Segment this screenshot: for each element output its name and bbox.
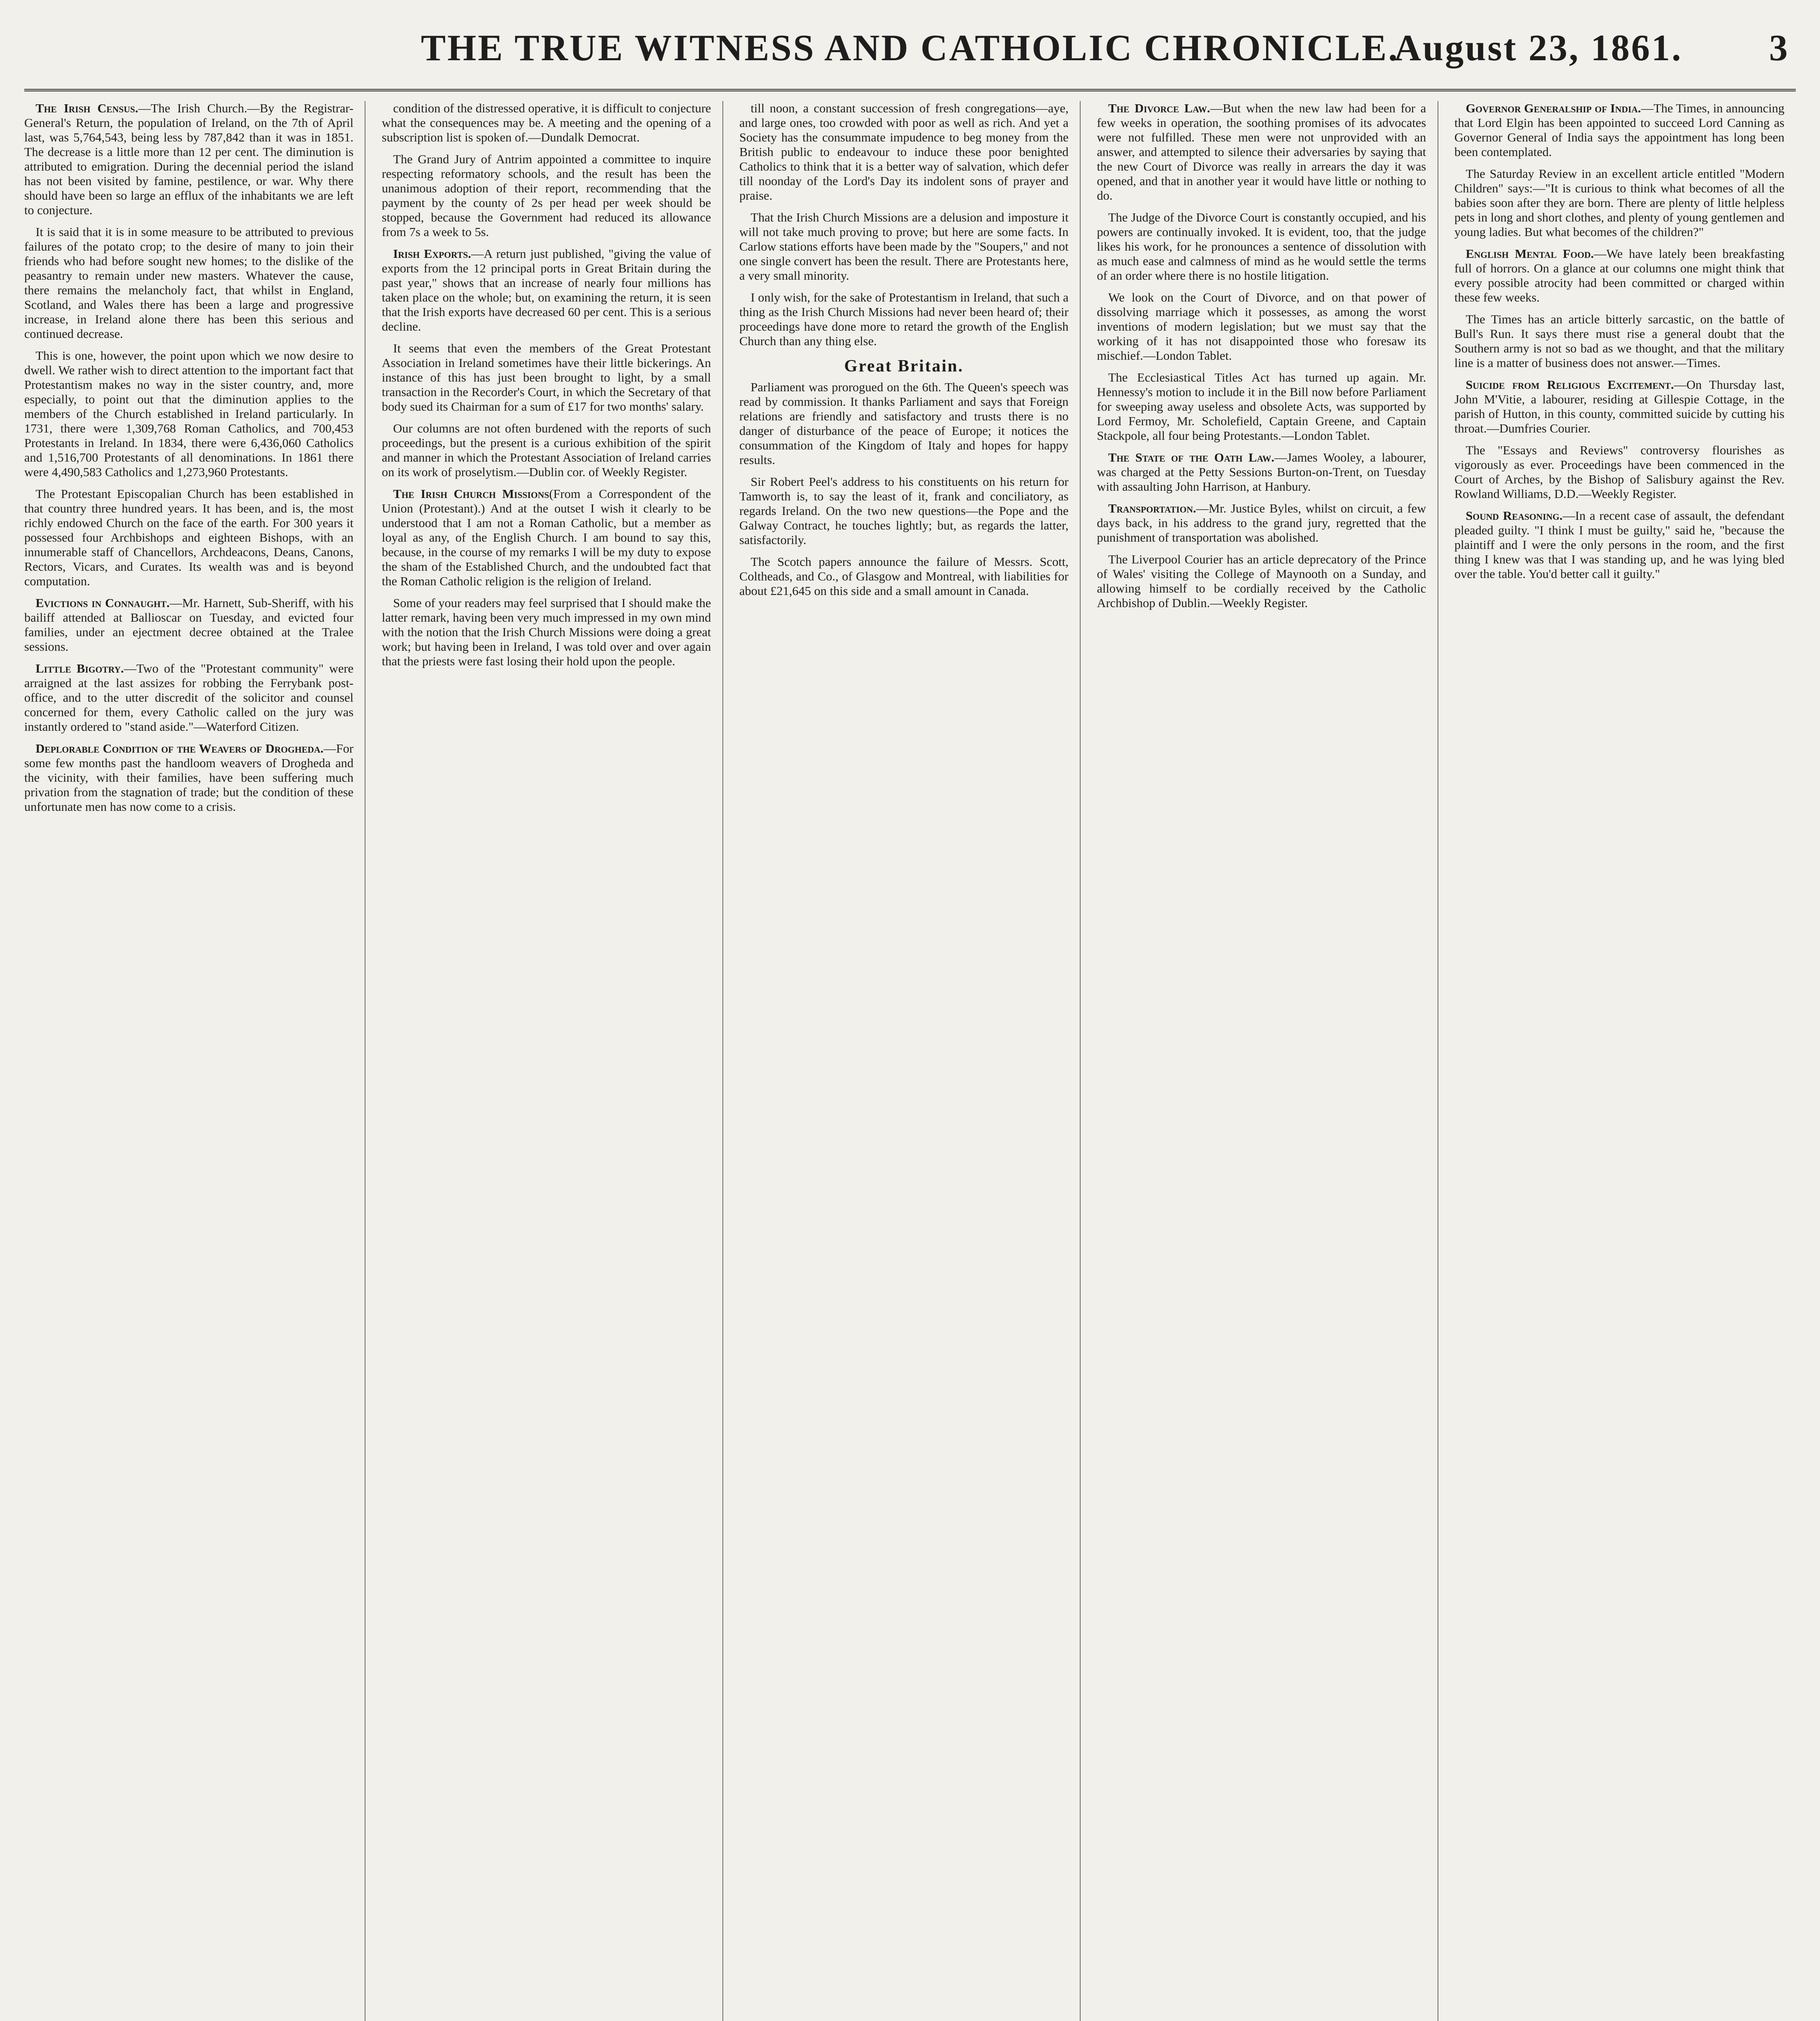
article-text: Our columns are not often burdened with the reports of such proceedings, but the present is a curious exhibition of the spirit and manner in which the Protestant Association of Ireland carries on its work of proselytism.—Dublin cor. of Weekly Register. (382, 421, 711, 479)
article-columns (24, 101, 1796, 2021)
column-4 (1097, 101, 1438, 2021)
article-paragraph (1097, 450, 1426, 494)
article-paragraph (382, 487, 711, 589)
article-text: —In a recent case of assault, the defendant pleaded guilty. "I think I must be guilty," said he, "because the plaintiff and I were the only persons in the room, and the first thing I knew was that I was standing up, and he was lying bled over the table. You'd better call it guilty." (1454, 508, 1785, 581)
article-heading: Transportation. (1108, 501, 1196, 515)
page-number: 3 (1769, 27, 1788, 68)
article-text: I only wish, for the sake of Protestantism in Ireland, that such a thing as the Irish Church Missions had never been heard of; their proceedings have done more to retard the growth of the English Church than any thing else. (739, 290, 1069, 348)
article-paragraph (739, 555, 1068, 598)
article-heading: Irish Exports. (393, 247, 471, 261)
article-text: (From a Correspondent of the Union (Protestant).) And at the outset I wish it clearly to be understood that I am not a Roman Catholic, but a member as loyal as any, of the English Church. I am bound to say this, because, in the course of my remarks I will be my duty to expose the sham of the Established Church, and the undoubted fact that the Roman Catholic religion is the religion of Ireland. (382, 487, 711, 588)
section-heading: Great Britain. (844, 357, 964, 376)
article-text: —Mr. Harnett, Sub-Sheriff, with his bailiff attended at Ballioscar on Tuesday, and evicted four families, under an ejectment decree obtained at the Tralee sessions. (24, 596, 354, 654)
article-text: The Judge of the Divorce Court is constantly occupied, and his powers are continually invoked. It is evident, too, that the judge likes his work, for he pronounces a sentence of dissolution with as much ease and calmness of mind as he would settle the terms of an order where there is no hostile litigation. (1097, 210, 1426, 283)
masthead (24, 16, 1796, 91)
article-paragraph (739, 475, 1068, 547)
article-text: The Ecclesiastical Titles Act has turned up again. Mr. Hennessy's motion to include it in the Bill now before Parliament for sweeping away useless and obsolete Acts, was supported by Lord Fermoy, Mr. Scholefield, Captain Greene, and Captain Stackpole, all four being Protestants.—London Tablet. (1097, 370, 1426, 443)
article-text: The Times has an article bitterly sarcastic, on the battle of Bull's Run. It says there must rise a general doubt that the Southern army is not so bad as we thought, and that the military line is a matter of business does not answer.—Times. (1454, 312, 1784, 370)
article-paragraph (1097, 101, 1426, 203)
article-text: The Saturday Review in an excellent article entitled "Modern Children" says:—"It is curious to think what becomes of all the babies soon after they are born. There are plenty of little helpless pets in long and short clothes, and plenty of young gentlemen and young ladies. But what becomes of the children?" (1454, 167, 1784, 239)
article-heading: Deplorable Condition of the Weavers of Drogheda. (36, 741, 324, 755)
article-text: —Two of the "Protestant community" were arraigned at the last assizes for robbing the Ferrybank post-office, and to the utter discredit of the solicitor and counsel concerned for them, every Catholic called on the jury was instantly ordered to "stand aside."—Waterford Citizen. (24, 661, 354, 734)
article-heading: Sound Reasoning. (1465, 508, 1563, 523)
article-paragraph (24, 661, 353, 734)
column-5 (1455, 101, 1796, 2021)
article-heading: English Mental Food. (1465, 247, 1594, 261)
article-text: —Mr. Justice Byles, whilst on circuit, a few days back, in his address to the grand jury, regretted that the punishment of transportation was abolished. (1097, 501, 1426, 544)
article-heading: The Irish Church Missions (393, 487, 549, 501)
article-paragraph (382, 247, 711, 334)
article-paragraph (382, 596, 711, 669)
article-text: The Scotch papers announce the failure of Messrs. Scott, Coltheads, and Co., of Glasgow and Montreal, with liabilities for about £21,645 on this side and a small amount in Canada. (739, 555, 1069, 598)
article-heading: Suicide from Religious Excitement. (1465, 378, 1674, 392)
article-paragraph (1455, 167, 1784, 239)
article-paragraph (24, 741, 353, 814)
article-paragraph (1097, 290, 1426, 363)
article-paragraph (1097, 370, 1426, 443)
article-text: —The Times, in announcing that Lord Elgin has been appointed to succeed Lord Canning as Governor General of India says the appointment has long been been contemplated. (1454, 101, 1785, 159)
column-2 (382, 101, 723, 2021)
newspaper-title: THE TRUE WITNESS AND CATHOLIC CHRONICLE. (421, 27, 1399, 68)
article-paragraph (382, 341, 711, 414)
article-paragraph (1455, 247, 1784, 305)
article-text: The Liverpool Courier has an article deprecatory of the Prince of Wales' visiting the College of Maynooth on a Sunday, and allowing himself to be cordially received by the Catholic Archbishop of Dublin.—Weekly Register. (1097, 552, 1426, 610)
article-text: It seems that even the members of the Great Protestant Association in Ireland sometimes have their little bickerings. An instance of this has just been brought to light, by a small transaction in the Recorder's Court, in which the Secretary of that body sued its Chairman for a sum of £17 for two months' salary. (382, 341, 711, 413)
article-paragraph (382, 152, 711, 239)
article-paragraph (739, 380, 1068, 467)
article-paragraph (382, 421, 711, 479)
article-text: It is said that it is in some measure to be attributed to previous failures of the potato crop; to the desire of many to join their friends who had before sought new homes; to the dislike of the peasantry to remain under new masters. Whatever the cause, there remains the melancholy fact, that whilst in England, Scotland, and Wales there has been a large and progressive increase, in Ireland alone there has been this serious and continued decrease. (24, 225, 354, 341)
article-heading: Evictions in Connaught. (36, 596, 170, 610)
newspaper-page (24, 16, 1796, 2021)
article-text: Parliament was prorogued on the 6th. The Queen's speech was read by commission. It thanks Parliament and says that Foreign relations are friendly and satisfactory and trusts there is no danger of disturbance of the peace of Europe; it notices the consummation of the Kingdom of Italy and hopes for happy results. (739, 380, 1069, 467)
column-3 (739, 101, 1081, 2021)
article-paragraph (739, 290, 1068, 348)
article-paragraph (382, 101, 711, 145)
article-heading: The Irish Census. (36, 101, 138, 115)
article-paragraph (1097, 210, 1426, 283)
article-text: —James Wooley, a labourer, was charged at the Petty Sessions Burton-on-Trent, on Tuesday with assaulting John Harrison, at Hanbury. (1097, 450, 1426, 494)
article-heading: The State of the Oath Law. (1108, 450, 1275, 464)
article-paragraph (24, 596, 353, 654)
article-text: That the Irish Church Missions are a delusion and imposture it will not take much proving to prove; but here are some facts. In Carlow stations efforts have been made by the "Soupers," and not one single convert has been the result. There are Protestants here, a very small minority. (739, 210, 1069, 283)
column-1 (24, 101, 365, 2021)
article-paragraph (739, 101, 1068, 203)
article-paragraph (24, 101, 353, 217)
article-text: The "Essays and Reviews" controversy flourishes as vigorously as ever. Proceedings have been commenced in the Court of Arches, by the Bishop of Salisbury against the Rev. Rowland Williams, D.D.—Weekly Register. (1454, 443, 1784, 501)
article-text: condition of the distressed operative, it is difficult to conjecture what the consequences may be. A meeting and the opening of a subscription list is spoken of.—Dundalk Democrat. (382, 101, 711, 144)
article-paragraph (1097, 552, 1426, 610)
article-text: —On Thursday last, John M'Vitie, a labourer, residing at Gillespie Cottage, in the parish of Hutton, in this county, committed suicide by cutting his throat.—Dumfries Courier. (1454, 378, 1784, 435)
article-paragraph (1455, 312, 1784, 370)
article-text: This is one, however, the point upon which we now desire to dwell. We rather wish to direct attention to the important fact that Protestantism makes no way in the sister country, and, more especially, to point out that the diminution applies to the members of the Church established in Ireland particularly. In 1731, there were 1,309,768 Roman Catholics, and 700,453 Protestants in Ireland. In 1834, there were 6,436,060 Catholics and 1,516,700 Protestants of all denominations. In 1861 there were 4,490,583 Catholics and 1,273,960 Protestants. (24, 348, 354, 479)
article-text: —But when the new law had been for a few weeks in operation, the soothing promises of its advocates were not fulfilled. These men were not unprovided with an answer, and attempted to silence their adversaries by saying that the new Court of Divorce was really in arrears the day it was opened, and that in another year it would have little or nothing to do. (1097, 101, 1426, 203)
article-heading: Little Bigotry. (36, 661, 124, 675)
article-paragraph (24, 487, 353, 589)
article-paragraph (24, 225, 353, 341)
article-paragraph (1455, 101, 1784, 159)
article-paragraph (739, 210, 1068, 283)
article-text: The Protestant Episcopalian Church has been established in that country three hundred years. It has been, and is, the most richly endowed Church on the face of the earth. For 300 years it possessed four Archbishops and eighteen Bishops, with an innumerable staff of Chancellors, Archdeacons, Deans, Canons, Rectors, Vicars, and Curates. Its wealth was and is beyond computation. (24, 487, 354, 588)
article-heading: Governor Generalship of India. (1465, 101, 1641, 115)
article-text: We look on the Court of Divorce, and on that power of dissolving marriage which it possesses, as among the worst inventions of modern legislation; but we must say that the working of it has not disappointed those who foresaw its mischief.—London Tablet. (1097, 290, 1426, 363)
article-text: till noon, a constant succession of fresh congregations—aye, and large ones, too crowded with poor as well as rich. And yet a Society has the consummate impudence to beg money from the British public to endeavour to induce these poor benighted Catholics to think that it is a better way of salvation, which defer till noonday of the Lord's Day its indolent sons of prayer and praise. (739, 101, 1069, 203)
article-paragraph (1455, 508, 1784, 581)
issue-date: August 23, 1861. (1394, 27, 1683, 68)
article-paragraph (1455, 378, 1784, 436)
article-paragraph (24, 348, 353, 479)
article-text: The Grand Jury of Antrim appointed a committee to inquire respecting reformatory schools, and the result has been the unanimous adoption of their report, recommending that the payment by the county of 2s per head per week should be stopped, because the Government had reduced its allowance from 7s a week to 5s. (382, 152, 711, 239)
article-text: —A return just published, "giving the value of exports from the 12 principal ports in Great Britain during the past year," shows that an increase of nearly four millions has taken place on the whole; but, on examining the return, it is seen that the Irish exports have decreased 60 per cent. This is a serious decline. (382, 247, 711, 333)
article-text: Some of your readers may feel surprised that I should make the latter remark, having been very much impressed in my own mind with the notion that the Irish Church Missions were doing a great work; but having been in Ireland, I was told over and over again that the priests were fast losing their hold upon the people. (382, 596, 711, 668)
article-heading: The Divorce Law. (1108, 101, 1210, 115)
article-text: —We have lately been breakfasting full of horrors. On a glance at our columns one might think that every possible atrocity had been committed or charged within these few weeks. (1454, 247, 1784, 304)
article-text: —The Irish Church.—By the Registrar-General's Return, the population of Ireland, on the 7th of April last, was 5,764,543, being less by 787,842 than it was in 1851. The decrease is a little more than 12 per cent. The diminution is attributed to emigration. During the decennial period the island has not been visited by famine, pestilence, or war. Why there should have been so large an efflux of the inhabitants we are left to conjecture. (24, 101, 354, 217)
article-paragraph (1097, 501, 1426, 545)
article-paragraph (1455, 443, 1784, 501)
article-text: Sir Robert Peel's address to his constituents on his return for Tamworth is, to say the least of it, frank and conciliatory, as regards Ireland. On the two new questions—the Pope and the Galway Contract, he touches lightly; but, as regards the latter, satisfactorily. (739, 475, 1069, 547)
article-text: —For some few months past the handloom weavers of Drogheda and the vicinity, with their families, have been suffering much privation from the stagnation of trade; but the condition of these unfortunate men has now come to a crisis. (24, 741, 354, 814)
